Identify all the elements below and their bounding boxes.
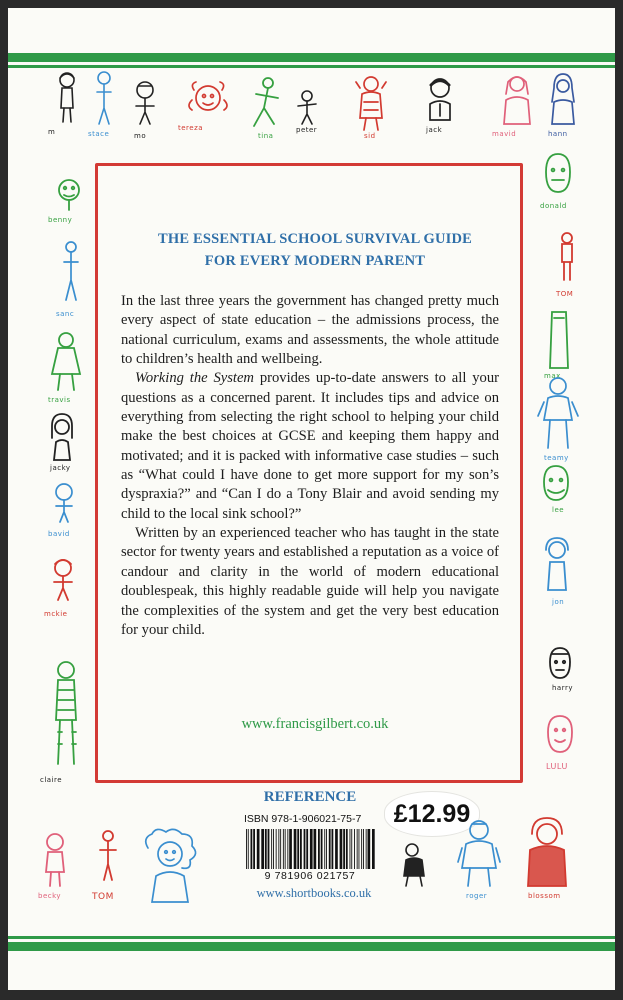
doodle-figure-mavid	[500, 74, 534, 128]
heading-line-1: THE ESSENTIAL SCHOOL SURVIVAL GUIDE	[157, 231, 473, 247]
label-jon: jon	[552, 598, 565, 606]
top-thin-stripe	[8, 65, 615, 68]
doodle-figure-m	[52, 70, 82, 130]
barcode-bar	[268, 829, 270, 869]
barcode-bar	[278, 829, 279, 869]
doodle-figure-jon	[540, 536, 574, 594]
barcode-bar	[372, 829, 375, 869]
doodle-figure-small-dark	[398, 840, 430, 888]
label-blossom: blossom	[528, 892, 561, 900]
doodle-figure-teamy	[536, 376, 580, 452]
barcode-bar	[280, 829, 281, 869]
doodle-figure-tom-bottom	[96, 830, 120, 882]
publisher-url[interactable]: www.shortbooks.co.uk	[256, 886, 372, 900]
label-sid: sid	[364, 132, 376, 140]
barcode-bar	[343, 829, 345, 869]
blurb-paragraph-3: Written by an experienced teacher who has taught in the state sector for twenty years and established a reputation as a voice of candour and clarity in the world of modern educational doublespeak, this highly readable guide will help you navigate the complexities of the system and get the very best education for your child.	[121, 525, 499, 638]
label-benny: benny	[48, 216, 73, 224]
barcode-bar	[300, 829, 302, 869]
barcode-bar	[253, 829, 255, 869]
barcode-bar	[350, 829, 351, 869]
barcode-bar	[321, 829, 323, 869]
label-tom-bottom: TOM	[92, 892, 114, 902]
label-donald: donald	[540, 202, 567, 210]
barcode-bar	[329, 829, 331, 869]
top-green-stripe	[8, 53, 615, 62]
bottom-green-stripe	[8, 942, 615, 951]
label-claire: claire	[40, 776, 63, 784]
price-text: £12.99	[393, 799, 471, 828]
label-mavid: mavid	[492, 130, 517, 138]
heading-line-2: FOR EVERY MODERN PARENT	[204, 253, 426, 269]
barcode-bar	[283, 829, 284, 869]
label-becky: becky	[38, 892, 62, 900]
doodle-figure-tina	[248, 76, 284, 132]
blurb-paragraph-1: In the last three years the government has changed pretty much every aspect of state education – the admissions process, the national curriculum, exams and assessments, the whole attitude to children’s health and wellbeing.	[121, 293, 499, 368]
barcode-bar	[363, 829, 364, 869]
barcode-bar	[361, 829, 362, 869]
barcode-bar	[359, 829, 360, 869]
label-max: max	[544, 372, 561, 380]
barcode-bar	[276, 829, 277, 869]
book-title: Working the System	[135, 370, 254, 387]
blurb-text	[121, 292, 499, 640]
label-hann: hann	[548, 130, 568, 138]
author-website[interactable]: www.francisgilbert.co.uk	[241, 716, 389, 732]
label-mckie: mckie	[44, 610, 68, 618]
label-jacky: jacky	[50, 464, 71, 472]
barcode-bar	[297, 829, 299, 869]
doodle-figure-benny	[54, 176, 84, 212]
barcode-bar	[257, 829, 260, 869]
barcode-bar	[326, 829, 327, 869]
label-lee: lee	[552, 506, 565, 514]
label-tom-right: TOM	[556, 290, 574, 298]
label-m: m	[48, 128, 56, 136]
barcode-bar	[324, 829, 325, 869]
doodle-figure-sanc	[58, 240, 84, 304]
doodle-figure-mo	[130, 80, 160, 130]
doodle-figure-bavid	[50, 482, 78, 524]
doodle-figure-lee	[538, 464, 574, 504]
doodle-figure-roger	[456, 818, 502, 890]
barcode-bar	[368, 829, 371, 869]
label-harry: harry	[552, 684, 574, 692]
barcode-bar	[265, 829, 267, 869]
label-jack: jack	[426, 126, 443, 134]
doodle-figure-becky	[40, 832, 70, 888]
doodle-figure-jacky	[46, 412, 78, 464]
category-label: REFERENCE	[263, 789, 357, 805]
doodle-figure-sid	[354, 74, 388, 134]
barcode-bar	[306, 829, 308, 869]
isbn-text: ISBN 978-1-906021-75-7	[244, 813, 362, 825]
barcode-bar	[287, 829, 288, 869]
barcode-bar	[340, 829, 343, 869]
barcode-bar	[346, 829, 348, 869]
doodle-figure-curly-hair	[140, 828, 200, 904]
barcode-bar	[271, 829, 272, 869]
label-roger: roger	[466, 892, 488, 900]
label-bavid: bavid	[48, 530, 70, 538]
doodle-figure-blossom	[524, 816, 570, 890]
doodle-figure-mckie	[48, 558, 78, 602]
barcode-bar	[246, 829, 247, 869]
barcode-bar	[335, 829, 338, 869]
label-stace: stace	[88, 130, 110, 138]
doodle-figure-max	[546, 308, 572, 372]
barcode-bar	[261, 829, 264, 869]
doodle-figure-travis	[46, 330, 86, 392]
barcode-bar	[351, 829, 352, 869]
barcode-bar	[318, 829, 320, 869]
barcode-bar	[285, 829, 286, 869]
label-mo: mo	[134, 132, 147, 140]
label-teamy: teamy	[544, 454, 569, 462]
barcode-bar	[366, 829, 367, 869]
barcode-bar	[294, 829, 297, 869]
barcode-digits: 9 781906 021757	[264, 870, 356, 882]
label-tina: tina	[258, 132, 274, 140]
doodle-figure-peter	[294, 90, 320, 126]
label-tereza: tereza	[178, 124, 204, 132]
barcode-bar	[354, 829, 355, 869]
barcode-bar	[304, 829, 306, 869]
barcode-bar	[310, 829, 313, 869]
blurb-paragraph-2	[121, 369, 499, 524]
barcode-bar	[251, 829, 253, 869]
blurb-heading	[115, 228, 515, 272]
label-travis: travis	[48, 396, 71, 404]
doodle-figure-donald	[540, 152, 576, 196]
barcode-bar	[357, 829, 358, 869]
label-peter: peter	[296, 126, 318, 134]
barcode-bar	[314, 829, 317, 869]
doodle-figure-jack	[424, 76, 456, 124]
doodle-figure-claire	[48, 660, 84, 770]
barcode-bar	[248, 829, 249, 869]
barcode-bar	[273, 829, 274, 869]
label-sanc: sanc	[56, 310, 75, 318]
barcode	[244, 829, 375, 869]
doodle-figure-tereza	[186, 80, 230, 120]
doodle-figure-tom-right	[556, 232, 578, 282]
doodle-figure-hann	[546, 72, 580, 126]
doodle-figure-lulu	[544, 714, 576, 758]
doodle-figure-harry	[546, 646, 574, 682]
barcode-bar	[289, 829, 292, 869]
barcode-bar	[332, 829, 334, 869]
bottom-thin-stripe	[8, 936, 615, 939]
blurb-paragraph-2-rest: provides up-to-date answers to all your questions as a concerned parent. It includes tips and advice on everything from selecting the right school to helping your child make the best choices at GCSE and keeping them happy and motivated; and it is packed with informative case studies – such as “What could I have done to get more support for my son’s dyspraxia?” and “Can I do a Tony Blair and avoid sending my child to the local sink school?”	[121, 370, 499, 522]
doodle-figure-stace	[92, 70, 116, 130]
label-lulu: LULU	[546, 762, 568, 771]
